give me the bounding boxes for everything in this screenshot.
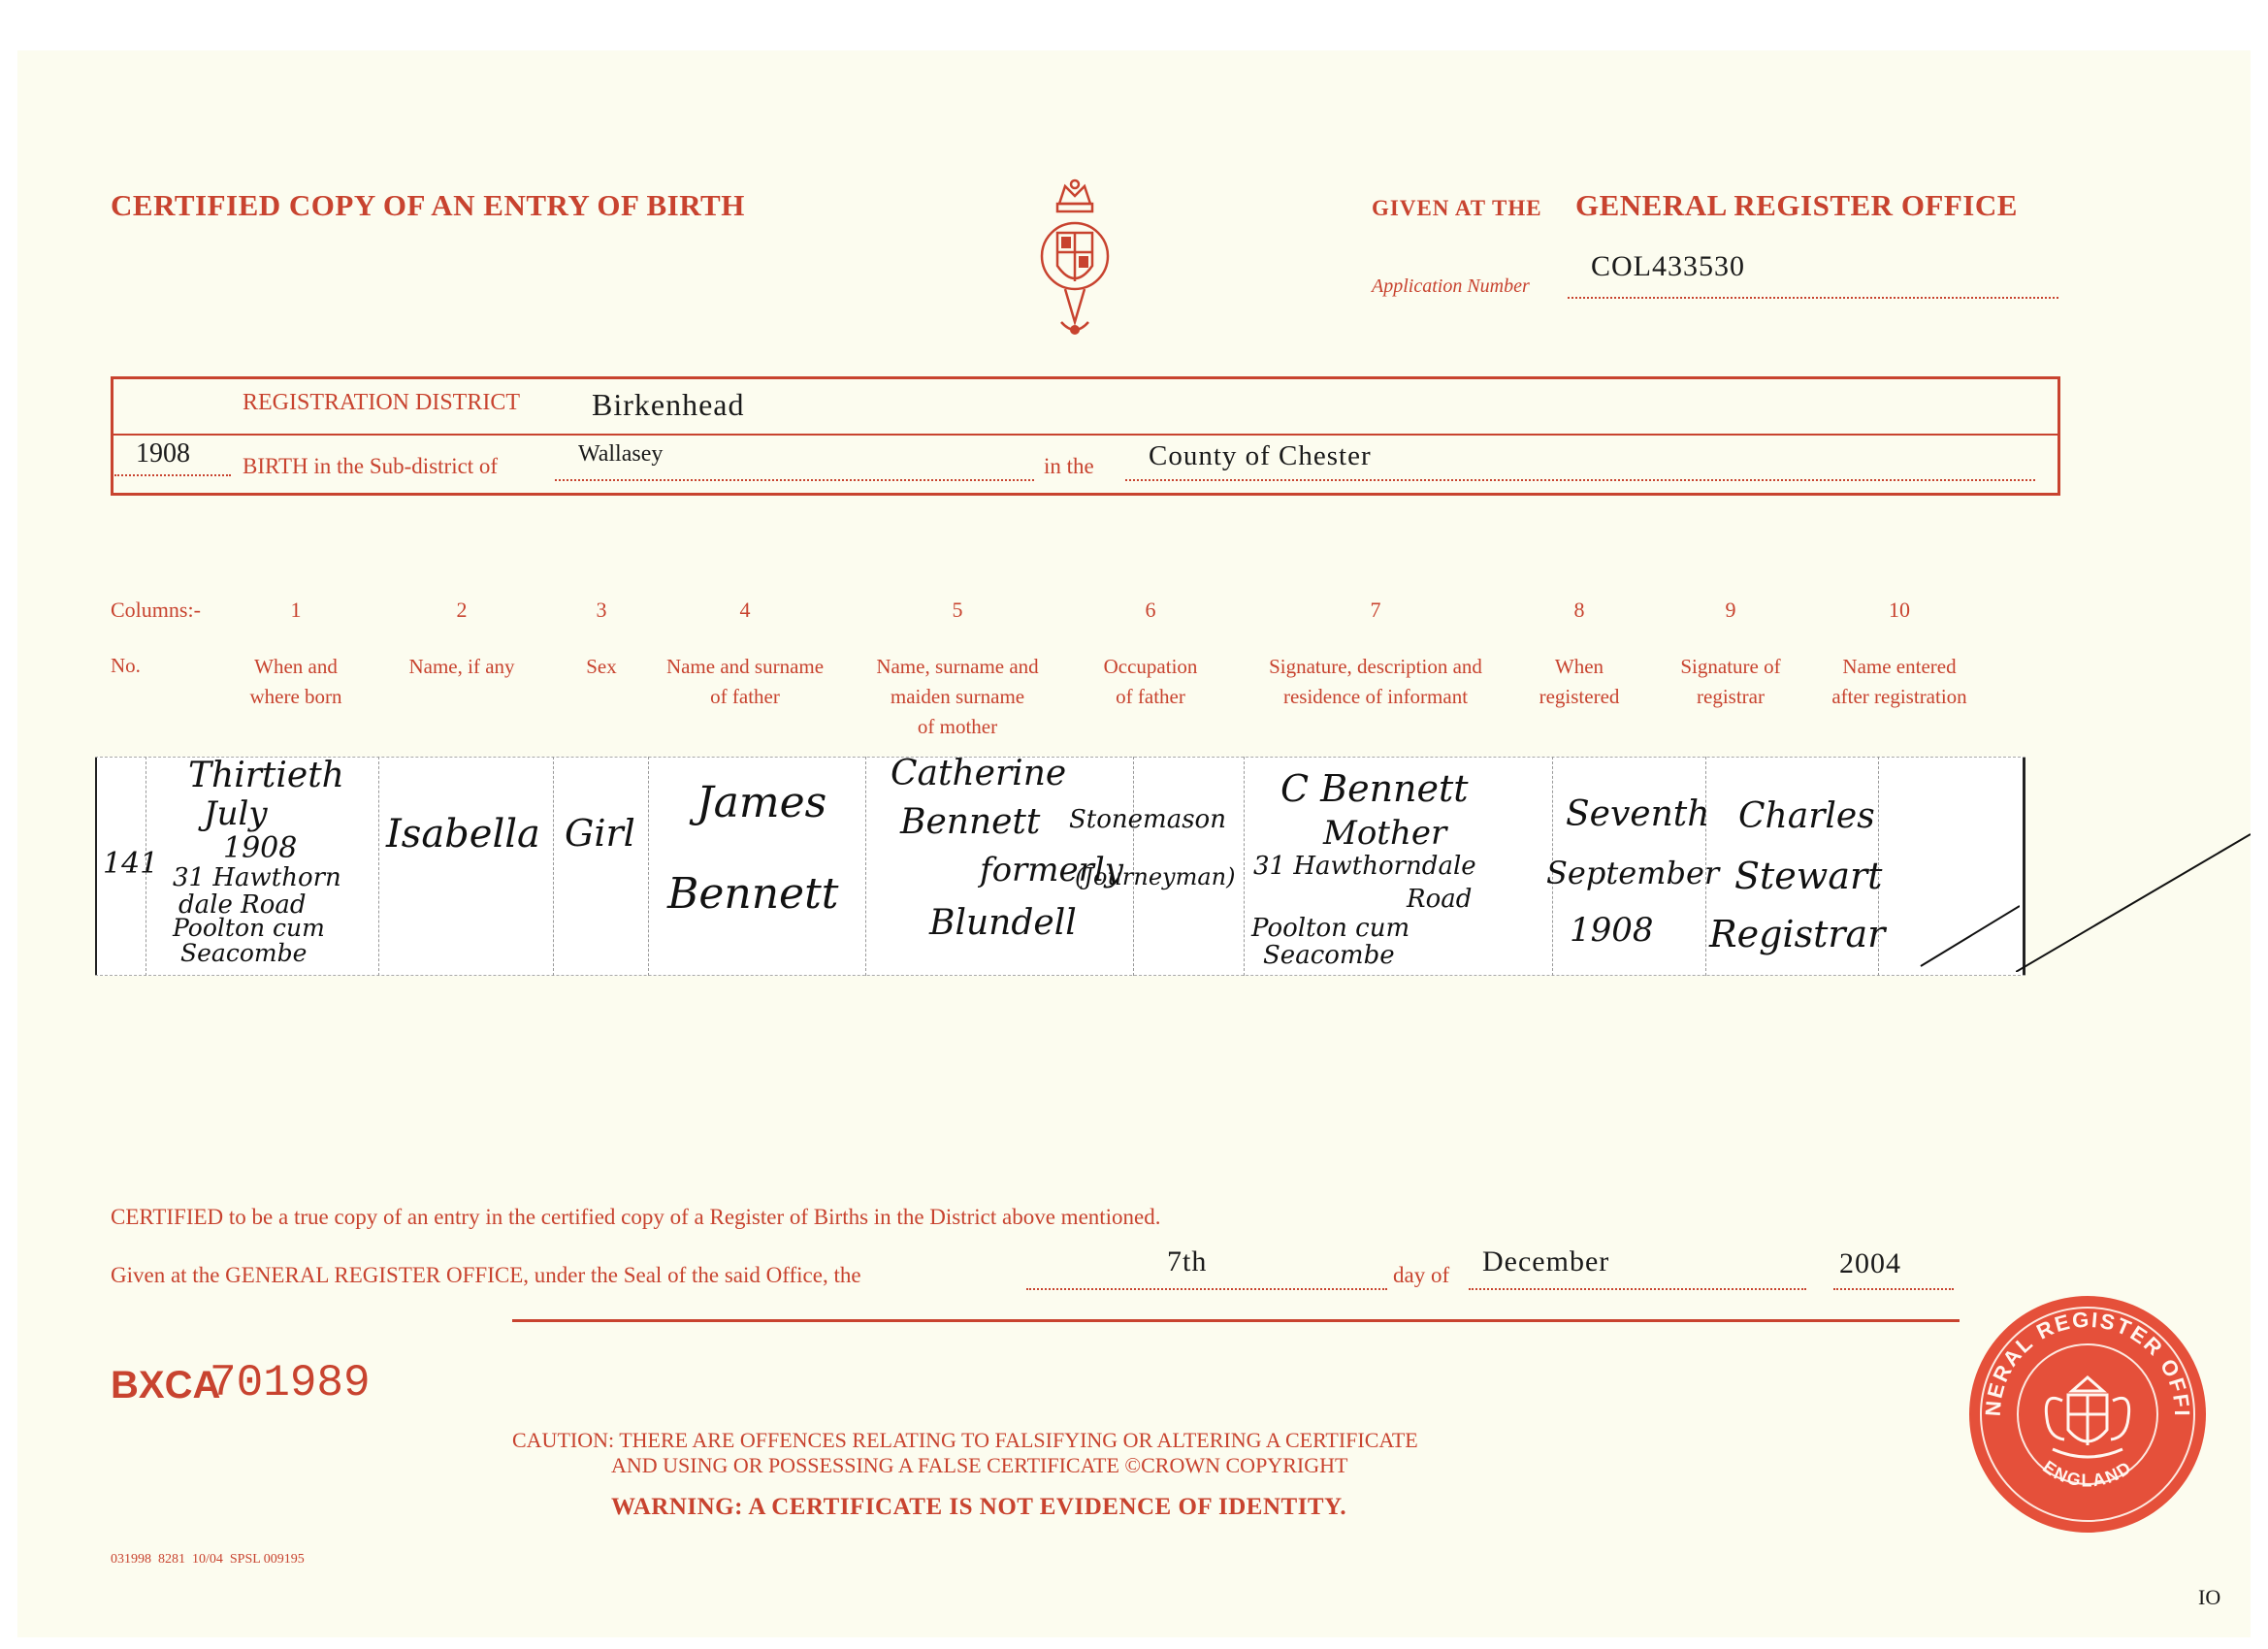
column-number: 4 bbox=[739, 598, 751, 622]
entry-informant-line: 31 Hawthorndale bbox=[1253, 852, 1476, 881]
entry-informant-line: Road bbox=[1407, 885, 1473, 914]
entry-when-where-line: Poolton cum bbox=[173, 914, 325, 942]
column-number: 1 bbox=[290, 598, 302, 622]
column-heading: When and where born bbox=[249, 655, 342, 708]
column-heading: Name and surname of father bbox=[665, 655, 825, 708]
column-number: 5 bbox=[952, 598, 963, 622]
certification-day: 7th bbox=[1167, 1245, 1208, 1277]
columns-label: Columns:- bbox=[111, 598, 201, 622]
footer-code: 031998 8281 10/04 SPSL 009195 bbox=[111, 1552, 305, 1567]
office-name: GENERAL REGISTER OFFICE bbox=[1575, 188, 2018, 222]
column-number: 3 bbox=[596, 598, 607, 622]
entry-when-where-line: Thirtieth bbox=[188, 756, 344, 795]
entry-number: 141 bbox=[103, 847, 159, 881]
entry-when-where-line: July bbox=[204, 794, 268, 833]
given-at-label: GIVEN AT THE bbox=[1372, 196, 1542, 220]
caution-line-1: CAUTION: THERE ARE OFFENCES RELATING TO FALSIFYING OR ALTERING A CERTIFICATE bbox=[512, 1428, 1418, 1452]
entry-informant-line: Poolton cum bbox=[1251, 914, 1410, 943]
entry-mother-line: Blundell bbox=[929, 903, 1077, 943]
application-number-label: Application Number bbox=[1372, 275, 1530, 297]
registration-year: 1908 bbox=[136, 438, 190, 469]
column-number: 10 bbox=[1889, 598, 1910, 622]
application-number: COL433530 bbox=[1591, 250, 1745, 282]
identity-warning: WARNING: A CERTIFICATE IS NOT EVIDENCE OF IDENTITY. bbox=[611, 1494, 1347, 1520]
royal-crest-icon bbox=[1036, 177, 1114, 343]
subdistrict-name: Wallasey bbox=[578, 441, 664, 467]
column-number: 9 bbox=[1725, 598, 1736, 622]
day-of-label: day of bbox=[1393, 1263, 1450, 1287]
column-heading: Signature, description and residence of informant bbox=[1269, 655, 1482, 708]
subdistrict-label: BIRTH in the Sub-district of bbox=[243, 454, 499, 478]
registration-district: Birkenhead bbox=[592, 387, 745, 422]
entry-informant-line: C Bennett bbox=[1280, 767, 1469, 810]
entry-registrar-line: Registrar bbox=[1709, 913, 1886, 955]
seal-bottom-text: ENGLAND bbox=[2039, 1456, 2136, 1491]
column-heading: Name, surname and maiden surname of mother bbox=[876, 655, 1039, 738]
certification-line-2: Given at the GENERAL REGISTER OFFICE, under the Seal of the said Office, the bbox=[111, 1263, 861, 1287]
column-number: 2 bbox=[456, 598, 468, 622]
page-mark: IO bbox=[2198, 1585, 2221, 1609]
entry-name: Isabella bbox=[386, 812, 540, 857]
column-number: 7 bbox=[1370, 598, 1381, 622]
column-number: 8 bbox=[1573, 598, 1585, 622]
entry-informant-line: Mother bbox=[1323, 814, 1447, 853]
certificate-title: CERTIFIED COPY OF AN ENTRY OF BIRTH bbox=[111, 188, 745, 222]
entry-when-where-line: Seacombe bbox=[180, 939, 308, 967]
certificate-sheet bbox=[17, 50, 2251, 1637]
entry-mother-line: Bennett bbox=[900, 802, 1041, 842]
column-heading: Name entered after registration bbox=[1831, 655, 1967, 708]
entry-occupation-line: Stonemason bbox=[1069, 805, 1226, 834]
general-register-office-seal bbox=[1967, 1294, 2208, 1535]
entry-when-where-line: 1908 bbox=[223, 831, 298, 865]
caution-line-2: AND USING OR POSSESSING A FALSE CERTIFICATE ©CROWN COPYRIGHT bbox=[611, 1453, 1348, 1477]
serial-number: 701989 bbox=[210, 1358, 371, 1408]
certification-month: December bbox=[1482, 1245, 1610, 1277]
entry-father-line: Bennett bbox=[667, 869, 839, 919]
certification-line-1: CERTIFIED to be a true copy of an entry in the certified copy of a Register of Births in the District above mentioned. bbox=[111, 1205, 1161, 1229]
entry-registered-line: Seventh bbox=[1566, 794, 1710, 834]
column-heading: When registered bbox=[1539, 655, 1620, 708]
seal-top-text: NERAL REGISTER OFFI bbox=[1980, 1307, 2195, 1418]
register-entry bbox=[95, 754, 2025, 976]
registration-district-label: REGISTRATION DISTRICT bbox=[243, 390, 520, 415]
column-heading: Occupation of father bbox=[1103, 655, 1198, 708]
entry-occupation-line: (Journeyman) bbox=[1075, 863, 1236, 890]
in-the-label: in the bbox=[1044, 454, 1094, 478]
no-label: No. bbox=[111, 654, 141, 677]
entry-registered-line: 1908 bbox=[1570, 911, 1654, 950]
column-heading: Sex bbox=[586, 655, 617, 678]
serial-prefix: BXCA bbox=[111, 1364, 221, 1406]
county-name: County of Chester bbox=[1149, 440, 1372, 471]
entry-registered-line: September bbox=[1546, 855, 1720, 891]
entry-when-where-line: 31 Hawthorn bbox=[173, 863, 341, 892]
entry-registrar-line: Charles bbox=[1738, 796, 1875, 836]
column-number: 6 bbox=[1145, 598, 1156, 622]
column-heading: Name, if any bbox=[408, 655, 515, 678]
entry-when-where-line: dale Road bbox=[178, 890, 307, 920]
divider-line bbox=[512, 1319, 1960, 1322]
entry-sex: Girl bbox=[565, 812, 635, 855]
entry-registrar-line: Stewart bbox=[1734, 855, 1883, 897]
entry-mother-line: formerly bbox=[980, 851, 1124, 889]
certification-year: 2004 bbox=[1839, 1247, 1901, 1279]
entry-father-line: James bbox=[697, 778, 827, 827]
entry-informant-line: Seacombe bbox=[1263, 941, 1395, 970]
column-heading: Signature of registrar bbox=[1680, 655, 1781, 708]
entry-mother-line: Catherine bbox=[891, 754, 1067, 793]
